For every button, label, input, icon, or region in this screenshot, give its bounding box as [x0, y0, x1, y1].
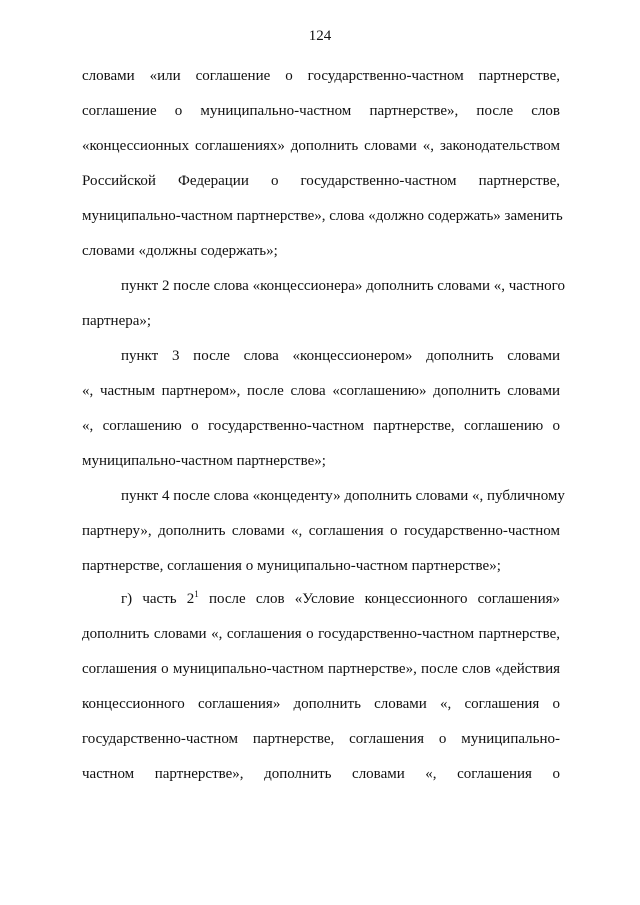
page-number: 124 — [308, 28, 332, 44]
text-line: концессионного соглашения» дополнить словами «, соглашения о — [82, 696, 560, 712]
text-line: партнера»; — [82, 313, 152, 329]
text-line: пункт 3 после слова «концессионером» дополнить словами — [121, 348, 560, 364]
text-line: муниципально-частном партнерстве», слова «должно содержать» заменить — [82, 208, 563, 224]
text-line: партнерстве, соглашения о муниципально-частном партнерстве»; — [82, 558, 501, 574]
text-line: «, частным партнером», после слова «соглашению» дополнить словами — [82, 383, 560, 399]
text-line — [121, 590, 560, 608]
superscript: 1 — [194, 589, 199, 599]
text-line: соглашения о муниципально-частном партнерстве», после слов «действия — [82, 661, 560, 677]
text-line: дополнить словами «, соглашения о государственно-частном партнерстве, — [82, 626, 560, 642]
text-line: муниципально-частном партнерстве»; — [82, 453, 326, 469]
text-line: пункт 2 после слова «концессионера» дополнить словами «, частного — [121, 278, 565, 294]
text-segment: г) часть 2 — [121, 591, 195, 607]
text-line: Российской Федерации о государственно-частном партнерстве, — [82, 173, 560, 189]
text-line: частном партнерстве», дополнить словами «, соглашения о — [82, 766, 560, 782]
text-line: «, соглашению о государственно-частном партнерстве, соглашению о — [82, 418, 560, 434]
text-line: пункт 4 после слова «концеденту» дополнить словами «, публичному — [121, 488, 565, 504]
text-line: соглашение о муниципально-частном партнерстве», после слов — [82, 103, 560, 119]
text-line: партнеру», дополнить словами «, соглашения о государственно-частном — [82, 523, 560, 539]
text-line: государственно-частном партнерстве, соглашения о муниципально- — [82, 731, 560, 747]
text-line: словами «или соглашение о государственно-частном партнерстве, — [82, 68, 560, 84]
text-segment: после слов «Условие концессионного соглашения» — [198, 591, 560, 607]
text-line: «концессионных соглашениях» дополнить словами «, законодательством — [82, 138, 560, 154]
text-line: словами «должны содержать»; — [82, 243, 278, 259]
